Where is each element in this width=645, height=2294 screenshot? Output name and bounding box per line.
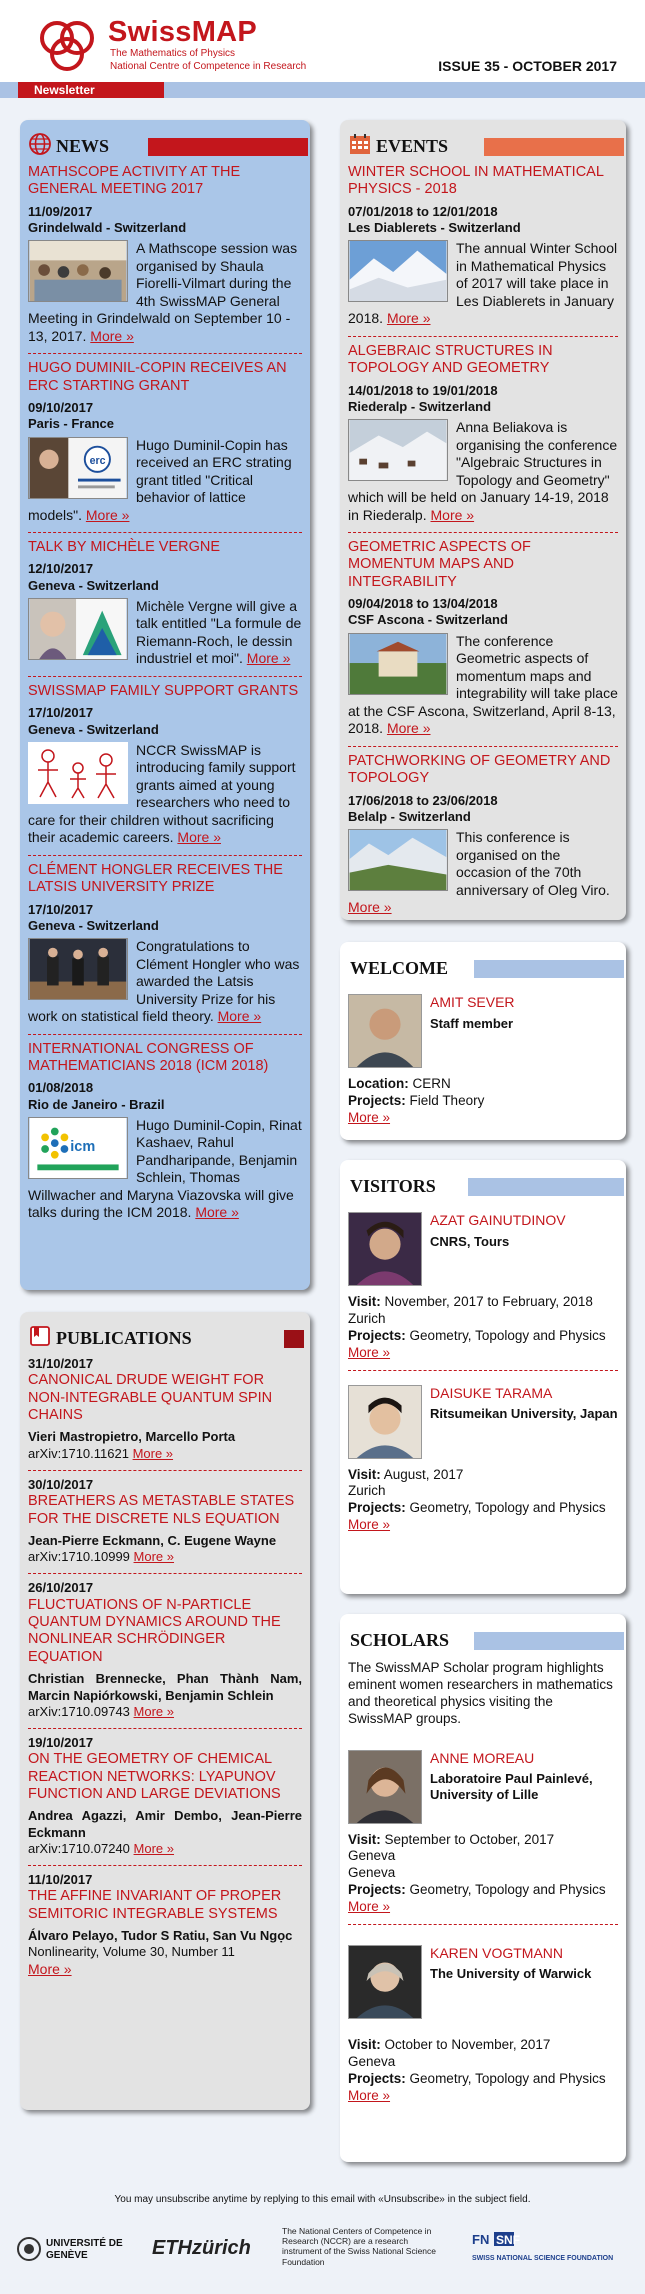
person-org: Ritsumeikan University, Japan [430,1406,618,1421]
more-link[interactable]: More » [28,1960,72,1977]
event-date: 17/06/2018 to 23/06/2018 [348,792,498,808]
scholars-header-bar [474,1632,624,1650]
more-link[interactable]: More » [348,1344,391,1360]
divider [348,1370,618,1371]
visitors-header [348,1168,618,1198]
person-name[interactable]: AZAT GAINUTDINOV [430,1212,566,1228]
news-item-date: 11/09/2017 [28,203,93,219]
scholars-title: SCHOLARS [350,1630,450,1650]
more-link[interactable]: More » [132,1445,174,1461]
belalp-photo [348,829,448,891]
news-item-date: 01/08/2018 [28,1080,94,1096]
svg-text:SNF: SNF [496,2233,520,2247]
person-card [348,1945,618,2105]
calendar-icon [348,132,372,156]
publication-ref: Nonlinearity, Volume 30, Number 11 [28,1944,235,1960]
eth-logo: ETHzürich [152,2237,251,2259]
news-item-date: 17/10/2017 [28,901,94,917]
nccr-note: The National Centers of Competence in Research (NCCR) are a research instrument of the Swiss National Science Foundation [282,2226,437,2267]
erc-photo [28,437,128,499]
events-section [340,120,626,920]
news-item-text: Congratulations to Clément Hongler who was awarded the Latsis University Prize for his work on statistical field theory. [28,938,300,1025]
publication-ref: arXiv:1710.07240 [28,1840,130,1856]
news-item-place: Geneva - Switzerland [28,917,159,933]
event-place: Les Diablerets - Switzerland [348,220,521,236]
avatar [348,1212,422,1286]
publication-item [28,1866,302,1986]
publication-title[interactable]: ON THE GEOMETRY OF CHEMICAL REACTION NETWORKS: LYAPUNOV FUNCTION AND LARGE DEVIATIONS [28,1751,281,1803]
news-item-text: A Mathscope session was organised by Shaula Fiorelli-Vilmart during the 4th SwissMAP General Meeting in Grindelwald on September 10 - 13, 2017. [28,240,298,344]
book-icon [28,1324,52,1348]
person-details: Visit: September to October, 2017 Geneva Geneva Projects: Geometry, Topology and Physics More » [348,1831,606,1914]
person-org: The University of Warwick [430,1966,592,1982]
mathscope-photo [28,240,128,302]
more-link[interactable]: More » [90,327,134,344]
ascona-photo [348,633,448,695]
divider [348,1924,618,1925]
person-card [348,994,618,1127]
event-item [348,533,618,747]
welcome-header-bar [474,960,624,978]
news-item-title[interactable]: SWISSMAP FAMILY SUPPORT GRANTS [28,682,299,699]
publication-date: 30/10/2017 [28,1476,94,1492]
news-item [28,1035,302,1230]
more-link[interactable]: More » [430,506,475,523]
person-card [348,1212,618,1362]
event-date: 09/04/2018 to 13/04/2018 [348,596,498,612]
publication-item [28,1471,302,1575]
publications-section [20,1312,310,2110]
more-link[interactable]: More » [85,506,130,523]
news-item-place: Geneva - Switzerland [28,577,159,593]
more-link[interactable]: More » [348,1517,391,1533]
news-item-date: 09/10/2017 [28,400,94,416]
welcome-title: WELCOME [350,958,449,978]
publication-ref: arXiv:1710.09743 [28,1703,130,1719]
news-item-place: Rio de Janeiro - Brazil [28,1096,165,1112]
more-link[interactable]: More » [195,1204,239,1221]
svg-text:icm: icm [70,1138,96,1155]
more-link[interactable]: More » [246,650,291,667]
person-card [348,1385,618,1535]
avatar [348,1385,422,1459]
publication-authors: Andrea Agazzi, Amir Dembo, Jean-Pierre Eckmann [28,1808,302,1840]
welcome-header [348,950,618,980]
events-header-bar [484,138,624,156]
news-item-place: Paris - France [28,416,114,432]
news-item-text: NCCR SwissMAP is introducing family support grants aimed at young researchers who need to care for their children without sacrificing their academic careers. [28,741,296,846]
svg-text:erc: erc [89,454,106,467]
event-place: Riederalp - Switzerland [348,398,492,414]
icm-2018-logo [28,1117,128,1179]
visitors-header-bar [468,1178,624,1196]
news-item-date: 12/10/2017 [28,561,94,577]
publications-title: PUBLICATIONS [56,1328,192,1348]
news-item-text: Michèle Vergne will give a talk entitled "La formule de Riemann-Roch, le dessin industriel et moi". [136,597,302,667]
more-link[interactable]: More » [348,899,392,916]
news-title: NEWS [56,136,110,156]
family-grants-drawing [28,742,128,804]
news-item-place: Geneva - Switzerland [28,721,159,737]
person-name[interactable]: DAISUKE TARAMA [430,1384,553,1401]
publications-header [28,1320,302,1350]
publication-date: 26/10/2017 [28,1580,94,1596]
visitors-title: VISITORS [350,1176,436,1196]
news-section [20,120,310,1290]
events-title: EVENTS [376,136,449,156]
news-item-title[interactable]: HUGO DUMINIL-COPIN RECEIVES AN ERC STARTING GRANT [28,360,287,394]
news-item [28,158,302,354]
news-item-place: Grindelwald - Switzerland [28,220,187,236]
news-item [28,677,302,856]
news-item-date: 17/10/2017 [28,705,94,721]
person-card [348,1750,618,1916]
news-header [28,128,302,158]
publication-title[interactable]: THE AFFINE INVARIANT OF PROPER SEMITORIC INTEGRABLE SYSTEMS [28,1888,282,1922]
person-details: Visit: August, 2017 Zurich Projects: Geometry, Topology and Physics More » [348,1466,606,1533]
event-text: Anna Beliakova is organising the conference "Algebraic Structures in Topology and Geometry" which will be held on January 14-19, 2018 in Riederalp. [348,419,618,523]
event-place: Belalp - Switzerland [348,808,471,824]
person-name[interactable]: KAREN VOGTMANN [430,1944,564,1961]
more-link[interactable]: More » [348,2087,391,2103]
event-text: The annual Winter School in Mathematical Physics of 2017 will take place in Les Diablerets in January 2018. [348,240,618,327]
person-role: Staff member [430,1015,514,1031]
event-place: CSF Ascona - Switzerland [348,612,508,628]
event-title[interactable]: ALGEBRAIC STRUCTURES IN TOPOLOGY AND GEOMETRY [348,342,553,377]
tagline: The Mathematics of Physics National Centre of Competence in Research [110,48,307,72]
footer-logos [0,2218,645,2278]
publication-authors: Vieri Mastropietro, Marcello Porta [28,1429,236,1445]
more-link[interactable]: More » [177,829,221,846]
more-link[interactable]: More » [348,1109,391,1125]
unsubscribe-note: You may unsubscribe anytime by replying to this email with «Unsubscribe» in the subject field. [114,2194,531,2205]
swissmap-logo-icon [32,16,102,76]
more-link[interactable]: More » [133,1549,175,1565]
news-item-text: Hugo Duminil-Copin has received an ERC strating grant titled "Critical behavior of lattice models". [28,436,292,523]
publication-item [28,1574,302,1729]
avatar [348,1945,422,2019]
svg-text:FN: FN [472,2232,490,2247]
brand-name: SwissMAP [108,16,258,48]
person-name[interactable]: AMIT SEVER [430,994,515,1010]
news-item-title[interactable]: CLÉMENT HONGLER RECEIVES THE LATSIS UNIVERSITY PRIZE [28,861,283,896]
publication-ref: arXiv:1710.11621 [28,1445,129,1461]
event-date: 07/01/2018 to 12/01/2018 [348,203,498,219]
avatar [348,1750,422,1824]
publication-date: 31/10/2017 [28,1356,94,1371]
avatar [348,994,422,1068]
event-text: The conference Geometric aspects of momentum maps and integrability will take place at the CSF Ascona, Switzerland, April 8-13, 2018. [348,632,618,737]
publication-title[interactable]: FLUCTUATIONS OF N-PARTICLE QUANTUM DYNAMICS AROUND THE NONLINEAR SCHRÖDINGER EQUATION [28,1596,281,1665]
publication-title[interactable]: CANONICAL DRUDE WEIGHT FOR NON-INTEGRABLE QUANTUM SPIN CHAINS [28,1372,273,1424]
person-name[interactable]: ANNE MOREAU [430,1749,535,1766]
news-item [28,533,302,677]
events-header [348,128,618,158]
riederalp-photo [348,419,448,481]
publication-authors: Christian Brennecke, Phan Thành Nam, Marcin Napiórkowski, Benjamin Schlein [28,1671,302,1703]
publication-date: 11/10/2017 [28,1872,93,1888]
publication-authors: Álvaro Pelayo, Tudor S Ratiu, San Vu Ngọc [28,1928,293,1944]
more-link[interactable]: More » [133,1703,175,1719]
latsis-prize-photo [28,938,128,1000]
news-item-text: Hugo Duminil-Copin, Rinat Kashaev, Rahul Pandharipande, Benjamin Schlein, Thomas Willwacher and Maryna Viazovska will give talks during the ICM 2018. [28,1116,302,1221]
publication-ref: arXiv:1710.10999 [28,1549,130,1565]
more-link[interactable]: More » [386,720,431,737]
more-link[interactable]: More » [217,1008,262,1025]
event-date: 14/01/2018 to 19/01/2018 [348,382,498,398]
winter-school-photo [348,240,448,302]
visitors-section [340,1160,626,1594]
event-title[interactable]: WINTER SCHOOL IN MATHEMATICAL PHYSICS - 2018 [348,164,604,198]
publication-date: 19/10/2017 [28,1735,94,1751]
news-item-title[interactable]: MATHSCOPE ACTIVITY AT THE GENERAL MEETING 2017 [28,164,241,198]
person-org: Laboratoire Paul Painlevé, University of Lille [430,1771,593,1803]
publication-item [28,1350,302,1471]
unige-logo: UNIVERSITÉ DE GENÈVE [16,2232,126,2272]
issue-label: ISSUE 35 - OCTOBER 2017 [438,58,617,74]
scholars-section [340,1614,626,2162]
event-title[interactable]: PATCHWORKING OF GEOMETRY AND TOPOLOGY [348,752,611,787]
more-link[interactable]: More » [386,310,431,327]
welcome-section [340,942,626,1140]
news-header-bar [148,138,308,156]
event-text: This conference is organised on the occasion of the 70th anniversary of Oleg Viro. [456,829,610,898]
event-item [348,337,618,533]
publication-authors: Jean-Pierre Eckmann, C. Eugene Wayne [28,1532,277,1548]
news-item [28,856,302,1035]
newsletter-tab: Newsletter [18,82,164,98]
person-details: Visit: October to November, 2017 Geneva Projects: Geometry, Topology and Physics More » [348,2036,606,2103]
snf-emblem-icon [472,2230,520,2248]
event-item [348,747,618,925]
vergne-photo [28,598,128,660]
news-item-title[interactable]: TALK BY MICHÈLE VERGNE [28,539,221,556]
more-link[interactable]: More » [133,1840,175,1856]
scholars-header [348,1622,618,1652]
news-item-title[interactable]: INTERNATIONAL CONGRESS OF MATHEMATICIANS 2018 (ICM 2018) [28,1040,269,1075]
unige-emblem-icon [16,2236,42,2262]
publication-title[interactable]: BREATHERS AS METASTABLE STATES FOR THE DISCRETE NLS EQUATION [28,1493,295,1527]
scholars-intro: The SwissMAP Scholar program highlights eminent women researchers in mathematics and theoretical physics visiting the SwissMAP groups. [348,1660,613,1726]
person-details: Visit: November, 2017 to February, 2018 Zurich Projects: Geometry, Topology and Physics More » [348,1294,606,1360]
publications-header-bar [284,1330,304,1348]
event-item [348,158,618,337]
person-org: CNRS, Tours [430,1233,510,1249]
snf-logo: FN SNF SWISS NATIONAL SCIENCE FOUNDATION [472,2232,614,2262]
news-item [28,354,302,533]
person-details: Location: CERN Projects: Field Theory More » [348,1076,485,1125]
publication-item [28,1729,302,1866]
globe-icon [28,132,52,156]
event-title[interactable]: GEOMETRIC ASPECTS OF MOMENTUM MAPS AND INTEGRABILITY [348,539,531,590]
more-link[interactable]: More » [348,1899,391,1914]
